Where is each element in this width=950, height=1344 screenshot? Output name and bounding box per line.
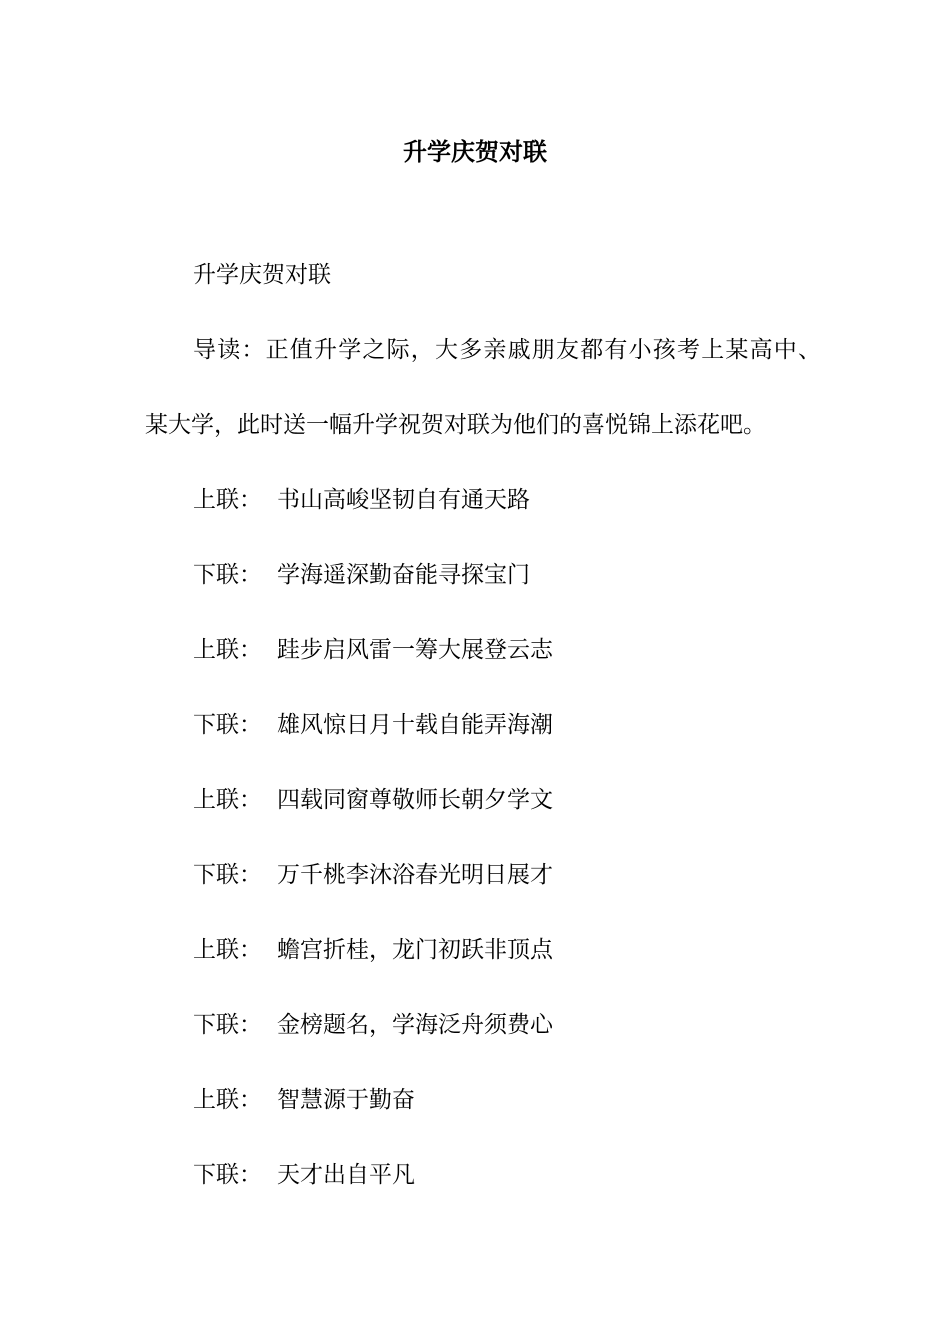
couplet-label: 下联：	[193, 562, 262, 588]
couplet-label: 下联：	[193, 862, 262, 888]
couplet-text: 金榜题名，学海泛舟须费心	[277, 1012, 553, 1038]
couplet-line	[193, 934, 553, 966]
couplet-line	[193, 1009, 553, 1041]
couplet-label: 上联：	[193, 787, 262, 813]
couplet-label: 上联：	[193, 487, 262, 513]
couplet-label: 上联：	[193, 637, 262, 663]
couplet-text: 四载同窗尊敬师长朝夕学文	[277, 787, 553, 813]
couplet-label: 上联：	[193, 937, 262, 963]
document-title: 升学庆贺对联	[403, 137, 547, 166]
couplet-line	[193, 484, 530, 516]
couplet-text: 学海遥深勤奋能寻探宝门	[277, 562, 530, 588]
couplet-label: 下联：	[193, 712, 262, 738]
couplet-text: 天才出自平凡	[277, 1162, 415, 1188]
couplet-text: 跬步启风雷一筹大展登云志	[277, 637, 553, 663]
couplet-line	[193, 1159, 415, 1191]
couplet-text: 蟾宫折桂，龙门初跃非顶点	[277, 937, 553, 963]
document-subtitle: 升学庆贺对联	[193, 262, 331, 288]
couplet-label: 下联：	[193, 1012, 262, 1038]
couplet-line	[193, 634, 553, 666]
couplet-line	[193, 709, 553, 741]
couplet-text: 书山高峻坚韧自有通天路	[277, 487, 530, 513]
couplet-line	[193, 784, 553, 816]
couplet-label: 上联：	[193, 1087, 262, 1113]
couplet-text: 雄风惊日月十载自能弄海潮	[277, 712, 553, 738]
couplet-text: 万千桃李沐浴春光明日展才	[277, 862, 553, 888]
couplet-label: 下联：	[193, 1162, 262, 1188]
intro-line-1: 导读：正值升学之际，大多亲戚朋友都有小孩考上某高中、	[193, 337, 823, 363]
couplet-line	[193, 559, 530, 591]
couplet-line	[193, 859, 553, 891]
couplet-line	[193, 1084, 415, 1116]
couplet-text: 智慧源于勤奋	[277, 1087, 415, 1113]
intro-line-2: 某大学，此时送一幅升学祝贺对联为他们的喜悦锦上添花吧。	[145, 412, 766, 438]
